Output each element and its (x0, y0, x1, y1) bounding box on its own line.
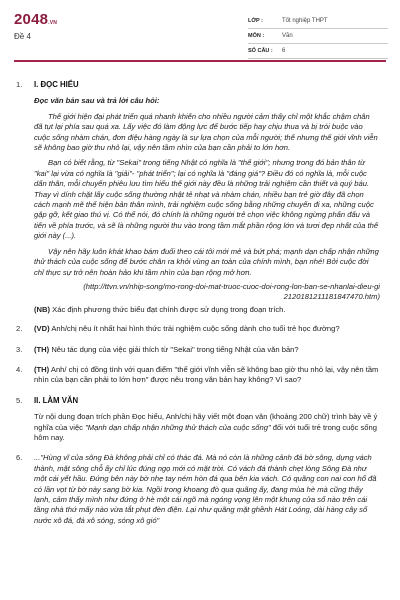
question-6 (16, 453, 380, 526)
page-header (0, 0, 400, 56)
question-2: 2. (VD) Anh/chị nêu ít nhất hai hình thức trải nghiệm cuộc sống dành cho tuổi trẻ học đường? (16, 324, 340, 334)
passage-paragraph-3: Vậy nên hãy luôn khát khao bám đuổi theo cái tôi mới mẻ và bứt phá; mạnh dạn chấp nhận những thử thách của cuộc sống để bước chân ra khỏi vùng an toàn của chính mình, bạn nhé! Bởi cuộc đời chỉ thực sự trở nên hoàn hảo khi tầm nhìn của bạn rộng mở hơn. (34, 246, 379, 277)
meta-row-class: LỚP : Tốt nghiệp THPT (248, 14, 388, 29)
question-3: 3. (TH) Nêu tác dụng của việc giải thích từ "Sekai" trong tiếng Nhật của văn bản? (16, 344, 299, 354)
question-number: 3. (16, 344, 23, 354)
question-6-passage: ..."Hùng vĩ của sông Đà không phải chỉ có thác đá. Mà nó còn là những cảnh đá bờ sông, dựng vách thành, mặt sông chỗ ấy chỉ lúc đúng ngọ mới có mặt trời. Có vách đá thành chẹt lòng Sông Đà như một cái yết hầu. Đứng bên này bờ nhẹ tay ném hòn đá qua bên kia vách. Có quãng con nai con hổ đã có lần vọt từ bờ này sang bờ kia. Ngồi trong khoang đò qua quãng ấy, đang mùa hè mà cũng thấy lạnh, cảm thấy mình như đứng ở hè một cái ngõ mà ngóng vọng lên một khung cửa sổ nào trên cái tầng nhà thứ mấy nào vừa tắt phụt đèn điện. Lại như quãng mặt ghềnh Hát Loóng, dài hàng cây số nước xô đá, đá xô sóng, sóng xô gió" (34, 453, 377, 525)
question-number: 1. (16, 80, 23, 89)
question-number: 6. (16, 453, 23, 463)
passage-source: (http://ttvn.vn/nhip-song/mo-rong-doi-mat-truoc-cuoc-doi-rong-lon-ban-se-nhanlai-dieu-gi 2120181211181847470.htm) (83, 281, 380, 302)
question-number: 4. (16, 364, 23, 374)
question-2-text: Anh/chị nêu ít nhất hai hình thức trải nghiệm cuộc sống dành cho tuổi trẻ học đường? (51, 324, 340, 334)
meta-row-count: SỐ CÂU : 6 (248, 44, 388, 59)
question-number: 5. (16, 395, 23, 405)
passage-paragraph-1: Thế giới hiện đại phát triển quá nhanh khiến cho nhiều người cảm thấy chỉ một khắc chậm chân đã tụt lại phía sau quá xa. Lấy việc đó làm động lực để bước tiếp hay chịu thua và bị trói buộc vào cuộc sống nhàm chán, đơn điệu hàng ngày là sự lựa chọn của mỗi người; thế nhưng thế giới vĩnh viễn sẽ không bao giờ thu nhỏ lại, vậy nên tầm nhìn của bạn cần phải to lớn hơn. (34, 111, 378, 153)
question-1 (16, 80, 380, 315)
question-list (16, 80, 380, 535)
question-number: 2. (16, 324, 23, 334)
site-logo[interactable]: 2048.VN (14, 11, 58, 28)
question-3-text: Nêu tác dụng của việc giải thích từ "Sekai" trong tiếng Nhật của văn bản? (51, 344, 299, 354)
meta-row-subject: MÔN : Văn (248, 29, 388, 44)
question-5 (16, 396, 380, 444)
header-divider (14, 60, 386, 62)
question-1-text: (NB) Xác định phương thức biểu đạt chính được sử dụng trong đoạn trích. (34, 304, 286, 314)
reading-prompt: Đọc văn bản sau và trả lời câu hỏi: (34, 96, 160, 106)
question-4: 4. (TH) Anh/ chị có đồng tình với quan điểm "thế giới vĩnh viễn sẽ không bao giờ thu nhỏ lại, vậy nên tầm nhìn của bạn cần phải to lớn hơn" được nêu trong văn bản hay không? Vì sao? (16, 364, 379, 385)
passage-paragraph-2: Bạn có biết rằng, từ "Sekai" trong tiếng Nhật có nghĩa là "thế giới"; nhưng trong đó bản thân từ "kai" lại vừa có nghĩa là "giải"- "phát triển"; lại có nghĩa là "đáng giá"? Điều đó có nghĩa là, mỗi cuộc dấn thân, mỗi chuyến phiêu lưu tìm hiểu thế giới này đều là những trải nghiệm cần thiết và quý báu. Thay vì dính chặt lấy cuộc sống thường nhật tẻ nhạt và nhàm chán, nhiều bạn trẻ giờ đây đã chọn cách mạnh mẽ thể hiện bản thân mình, trải nghiệm cuộc sống bằng những chuyến đi xa, những cuộc gặp gỡ, kết giao thú vị. Có thể nói, đó chính là những người trẻ chọn việc không ngừng phấn đấu và tiến về phía trước, và sẽ là những người thu vào trong tầm mắt phần rộng lớn và tươi đẹp nhất của thế giới này (...). (34, 158, 379, 241)
question-5-text: Từ nội dung đoạn trích phần Đọc hiểu, Anh/chị hãy viết một đoạn văn (khoảng 200 chữ) trình bày về ý nghĩa của việc "Mạnh dạn chấp nhận những thử thách của cuộc sống" đối với tuổi trẻ trong cuộc sống hôm nay. (34, 412, 378, 442)
question-4-text: Anh/ chị có đồng tình với quan điểm "thế giới vĩnh viễn sẽ không bao giờ thu nhỏ lại, vậy nên tầm nhìn của bạn cần phải to lớn hơn" được nêu trong văn bản hay không? Vì sao? (34, 364, 379, 385)
section-title-reading: I. ĐỌC HIỂU (34, 80, 79, 89)
section-title-writing: II. LÀM VĂN (34, 395, 79, 405)
exam-code: Đề 4 (14, 32, 31, 41)
exam-meta-table (248, 14, 388, 59)
